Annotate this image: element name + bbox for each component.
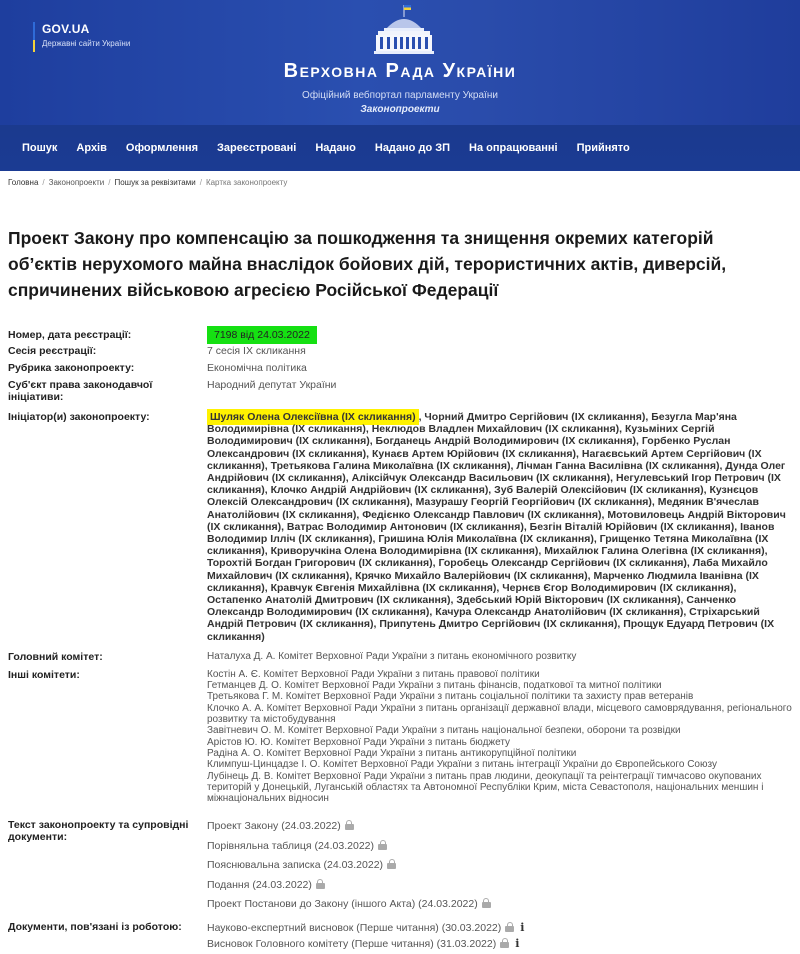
lock-icon	[316, 879, 325, 889]
lock-icon	[505, 922, 514, 932]
site-subtitle: Офіційний вебпортал парламенту України	[302, 90, 498, 101]
detail-row-session	[8, 345, 800, 362]
detail-row-number	[8, 325, 800, 345]
lock-icon	[345, 820, 354, 830]
rubric-label: Рубрика законопроекту:	[8, 362, 135, 374]
govua-title: GOV.UA	[42, 22, 90, 36]
committee-item: Климпуш-Цинцадзе І. О. Комітет Верховної Ради України з питань інтеграції України до Європейського Союзу	[207, 759, 717, 771]
parliament-building-icon[interactable]	[356, 3, 452, 55]
section-name: Законопроекти	[360, 104, 440, 115]
committee-item: Клочко А. А. Комітет Верховної Ради України з питань організації державної влади, місцевого самоврядування, регіонального розвитку та містобудування	[207, 702, 792, 726]
breadcrumb-search[interactable]: Пошук за реквізитами	[114, 178, 196, 187]
work-document-item	[207, 921, 792, 938]
subject-label: Суб'єкт права законодавчої ініціативи:	[8, 379, 153, 403]
nav-item-in-progress[interactable]: На опрацюванні	[469, 142, 558, 154]
committee-item: Радіна А. О. Комітет Верховної Ради України з питань антикорупційної політики	[207, 747, 577, 759]
nav-item-drafting[interactable]: Оформлення	[125, 142, 199, 154]
lock-icon	[482, 898, 491, 908]
lock-icon	[378, 840, 387, 850]
govua-subtitle: Державні сайти України	[42, 39, 131, 48]
lock-icon	[500, 938, 509, 948]
document-link-resolution[interactable]: Проект Постанови до Закону (іншого Акта) (24.03.2022)	[207, 898, 478, 911]
document-item	[207, 839, 792, 859]
initiators-label: Ініціатор(и) законопроекту:	[8, 411, 150, 423]
breadcrumb-home[interactable]: Головна	[8, 178, 39, 187]
lock-icon	[387, 859, 396, 869]
govua-link[interactable]	[33, 22, 130, 50]
initiators-value	[207, 411, 792, 643]
other-committees-list	[207, 669, 792, 805]
registration-number: 7198 від 24.03.2022	[207, 326, 317, 344]
document-link-submission[interactable]: Подання (24.03.2022)	[207, 878, 312, 891]
nav-item-adopted[interactable]: Прийнято	[576, 142, 630, 154]
document-item	[207, 819, 792, 839]
committee-item: Завітневич О. М. Комітет Верховної Ради України з питань національної безпеки, оборони та розвідки	[207, 725, 681, 737]
document-item	[207, 897, 792, 917]
work-documents-label: Документи, пов'язані із роботою:	[8, 920, 182, 933]
bill-details	[0, 325, 800, 954]
work-document-item	[207, 937, 792, 954]
committee-item: Лубінець Д. В. Комітет Верховної Ради України з питань прав людини, деокупації та реінтеграції тимчасово окупованих територій у Донецькій, Луганській областях та Автономної Республіки Крим, міста Севастополя, національних меншин і міжнаціональних відносин	[207, 770, 764, 805]
breadcrumb-separator: /	[108, 178, 111, 187]
session-value: 7 сесія IX скликання	[207, 345, 306, 357]
main-nav	[0, 125, 800, 171]
detail-row-initiators	[8, 411, 800, 643]
nav-item-submitted[interactable]: Надано	[315, 142, 356, 154]
document-link-comparison-table[interactable]: Порівняльна таблиця (24.03.2022)	[207, 839, 375, 852]
nav-item-submitted-zp[interactable]: Надано до ЗП	[374, 142, 451, 154]
main-committee-label: Головний комітет:	[8, 650, 103, 663]
documents-list	[207, 819, 792, 917]
site-title[interactable]: Верховна Рада України	[283, 60, 517, 82]
committee-item: Костін А. Є. Комітет Верховної Ради України з питань правової політики	[207, 668, 540, 680]
initiator-highlighted[interactable]: Шуляк Олена Олексіївна (IX скликання)	[207, 409, 419, 425]
document-item	[207, 878, 792, 898]
nav-item-archive[interactable]: Архів	[76, 142, 107, 154]
breadcrumb-bills[interactable]: Законопроекти	[48, 178, 105, 187]
document-link-committee-conclusion[interactable]: Висновок Головного комітету (Перше читання) (31.03.2022)	[207, 938, 497, 951]
detail-row-rubric	[8, 362, 800, 379]
committee-item: Гетманцев Д. О. Комітет Верховної Ради України з питань фінансів, податкової та митної політики	[207, 680, 662, 692]
document-item	[207, 858, 792, 878]
nav-item-search[interactable]: Пошук	[22, 142, 58, 154]
info-icon[interactable]: i	[520, 920, 525, 934]
committee-item: Арістов Ю. Ю. Комітет Верховної Ради України з питань бюджету	[207, 736, 511, 748]
detail-row-other-committees	[8, 669, 800, 805]
documents-label: Текст законопроекту та супровідні документи:	[8, 819, 189, 844]
committee-item: Третьякова Г. М. Комітет Верховної Ради України з питань соціальної політики та захисту прав ветеранів	[207, 691, 694, 703]
site-header	[0, 0, 800, 125]
document-link-bill[interactable]: Проект Закону (24.03.2022)	[207, 820, 341, 833]
detail-row-main-committee	[8, 651, 800, 669]
rubric-value: Економічна політика	[207, 362, 307, 374]
breadcrumb-separator: /	[199, 178, 202, 187]
detail-row-subject	[8, 379, 800, 407]
document-link-expert-opinion[interactable]: Науково-експертний висновок (Перше читання) (30.03.2022)	[207, 921, 502, 934]
detail-row-documents	[8, 819, 800, 917]
session-label: Сесія реєстрації:	[8, 345, 97, 357]
initiators-list[interactable]: , Чорний Дмитро Сергійович (IX скликання), Безугла Мар'яна Володимирівна (IX скликання), Неклюдов Владлен Михайлович (IX скликання), Кузьміних Сергій Володимирович (IX скликання), Богданець Андрій Володимирович (IX скликання), Горбенко Руслан Олександрович (IX скликання), Кунаєв Артем Юрійович (IX скликання), Нагаєвський Артем Сергійович (IX скликання), Третьякова Галина Миколаївна (IX скликання), Лічман Ганна Василівна (IX скликання), Дунда Олег Андрійович (IX скликання), Аліксійчук Олександр Васильович (IX скликання), Негулевський Ігор Петрович (IX скликання), Клочко Андрій Андрійович (IX скликання), Зуб Валерій Олексійович (IX скликання), Кузнєцов Олексій Олександрович (IX скликання), Мазурашу Георгій Георгійович (IX скликання), Медяник В'ячеслав Анатолійович (IX скликання), Федієнко Олександр Павлович (IX скликання), Мотовиловець Андрій Вікторович (IX скликання), Ватрас Володимир Антонович (IX скликання), Безгін Віталій Юрійович (IX скликання), Іванов Володимир Ілліч (IX скликання), Гришина Юлія Миколаївна (IX скликання), Грищенко Тетяна Миколаївна (IX скликання), Криворучкіна Олена Володимирівна (IX скликання), Михайлюк Галина Олегівна (IX скликання), Торохтій Богдан Григорович (IX скликання), Горобець Олександр Сергійович (IX скликання), Лаба Михайло Михайлович (IX скликання), Крячко Михайло Валерійович (IX скликання), Марченко Людмила Іванівна (IX скликання), Кравчук Євгенія Михайлівна (IX скликання), Чернєв Єгор Володимирович (IX скликання), Остапенко Анатолій Дмитрович (IX скликання), Здебський Юрій Вікторович (IX скликання), Санченко Олександр Володимирович (IX скликання), Качура Олександр Анатолійович (IX скликання), Стріхарський Андрій Петрович (IX скликання), Припутень Дмитро Сергійович (IX скликання), Прощук Едуард Петрович (IX скликання)	[207, 411, 786, 643]
detail-row-work-documents	[8, 921, 800, 954]
work-documents-list	[207, 921, 792, 954]
nav-item-registered[interactable]: Зареєстровані	[217, 142, 297, 154]
page-title: Проект Закону про компенсацію за пошкодження та знищення окремих категорій об’єктів нерухомого майна внаслідок бойових дій, терористичних актів, диверсій, спричинених військовою агресією Російської Федерації	[8, 228, 727, 300]
breadcrumb-separator: /	[42, 178, 45, 187]
document-link-explanatory-note[interactable]: Пояснювальна записка (24.03.2022)	[207, 859, 384, 872]
other-committees-label: Інші комітети:	[8, 668, 80, 681]
main-committee-value: Наталуха Д. А. Комітет Верховної Ради України з питань економічного розвитку	[207, 650, 577, 662]
info-icon[interactable]: i	[515, 937, 520, 951]
breadcrumb-current: Картка законопроекту	[205, 178, 288, 187]
number-label: Номер, дата реєстрації:	[8, 329, 132, 341]
breadcrumb	[0, 171, 800, 199]
subject-value: Народний депутат України	[207, 379, 337, 391]
